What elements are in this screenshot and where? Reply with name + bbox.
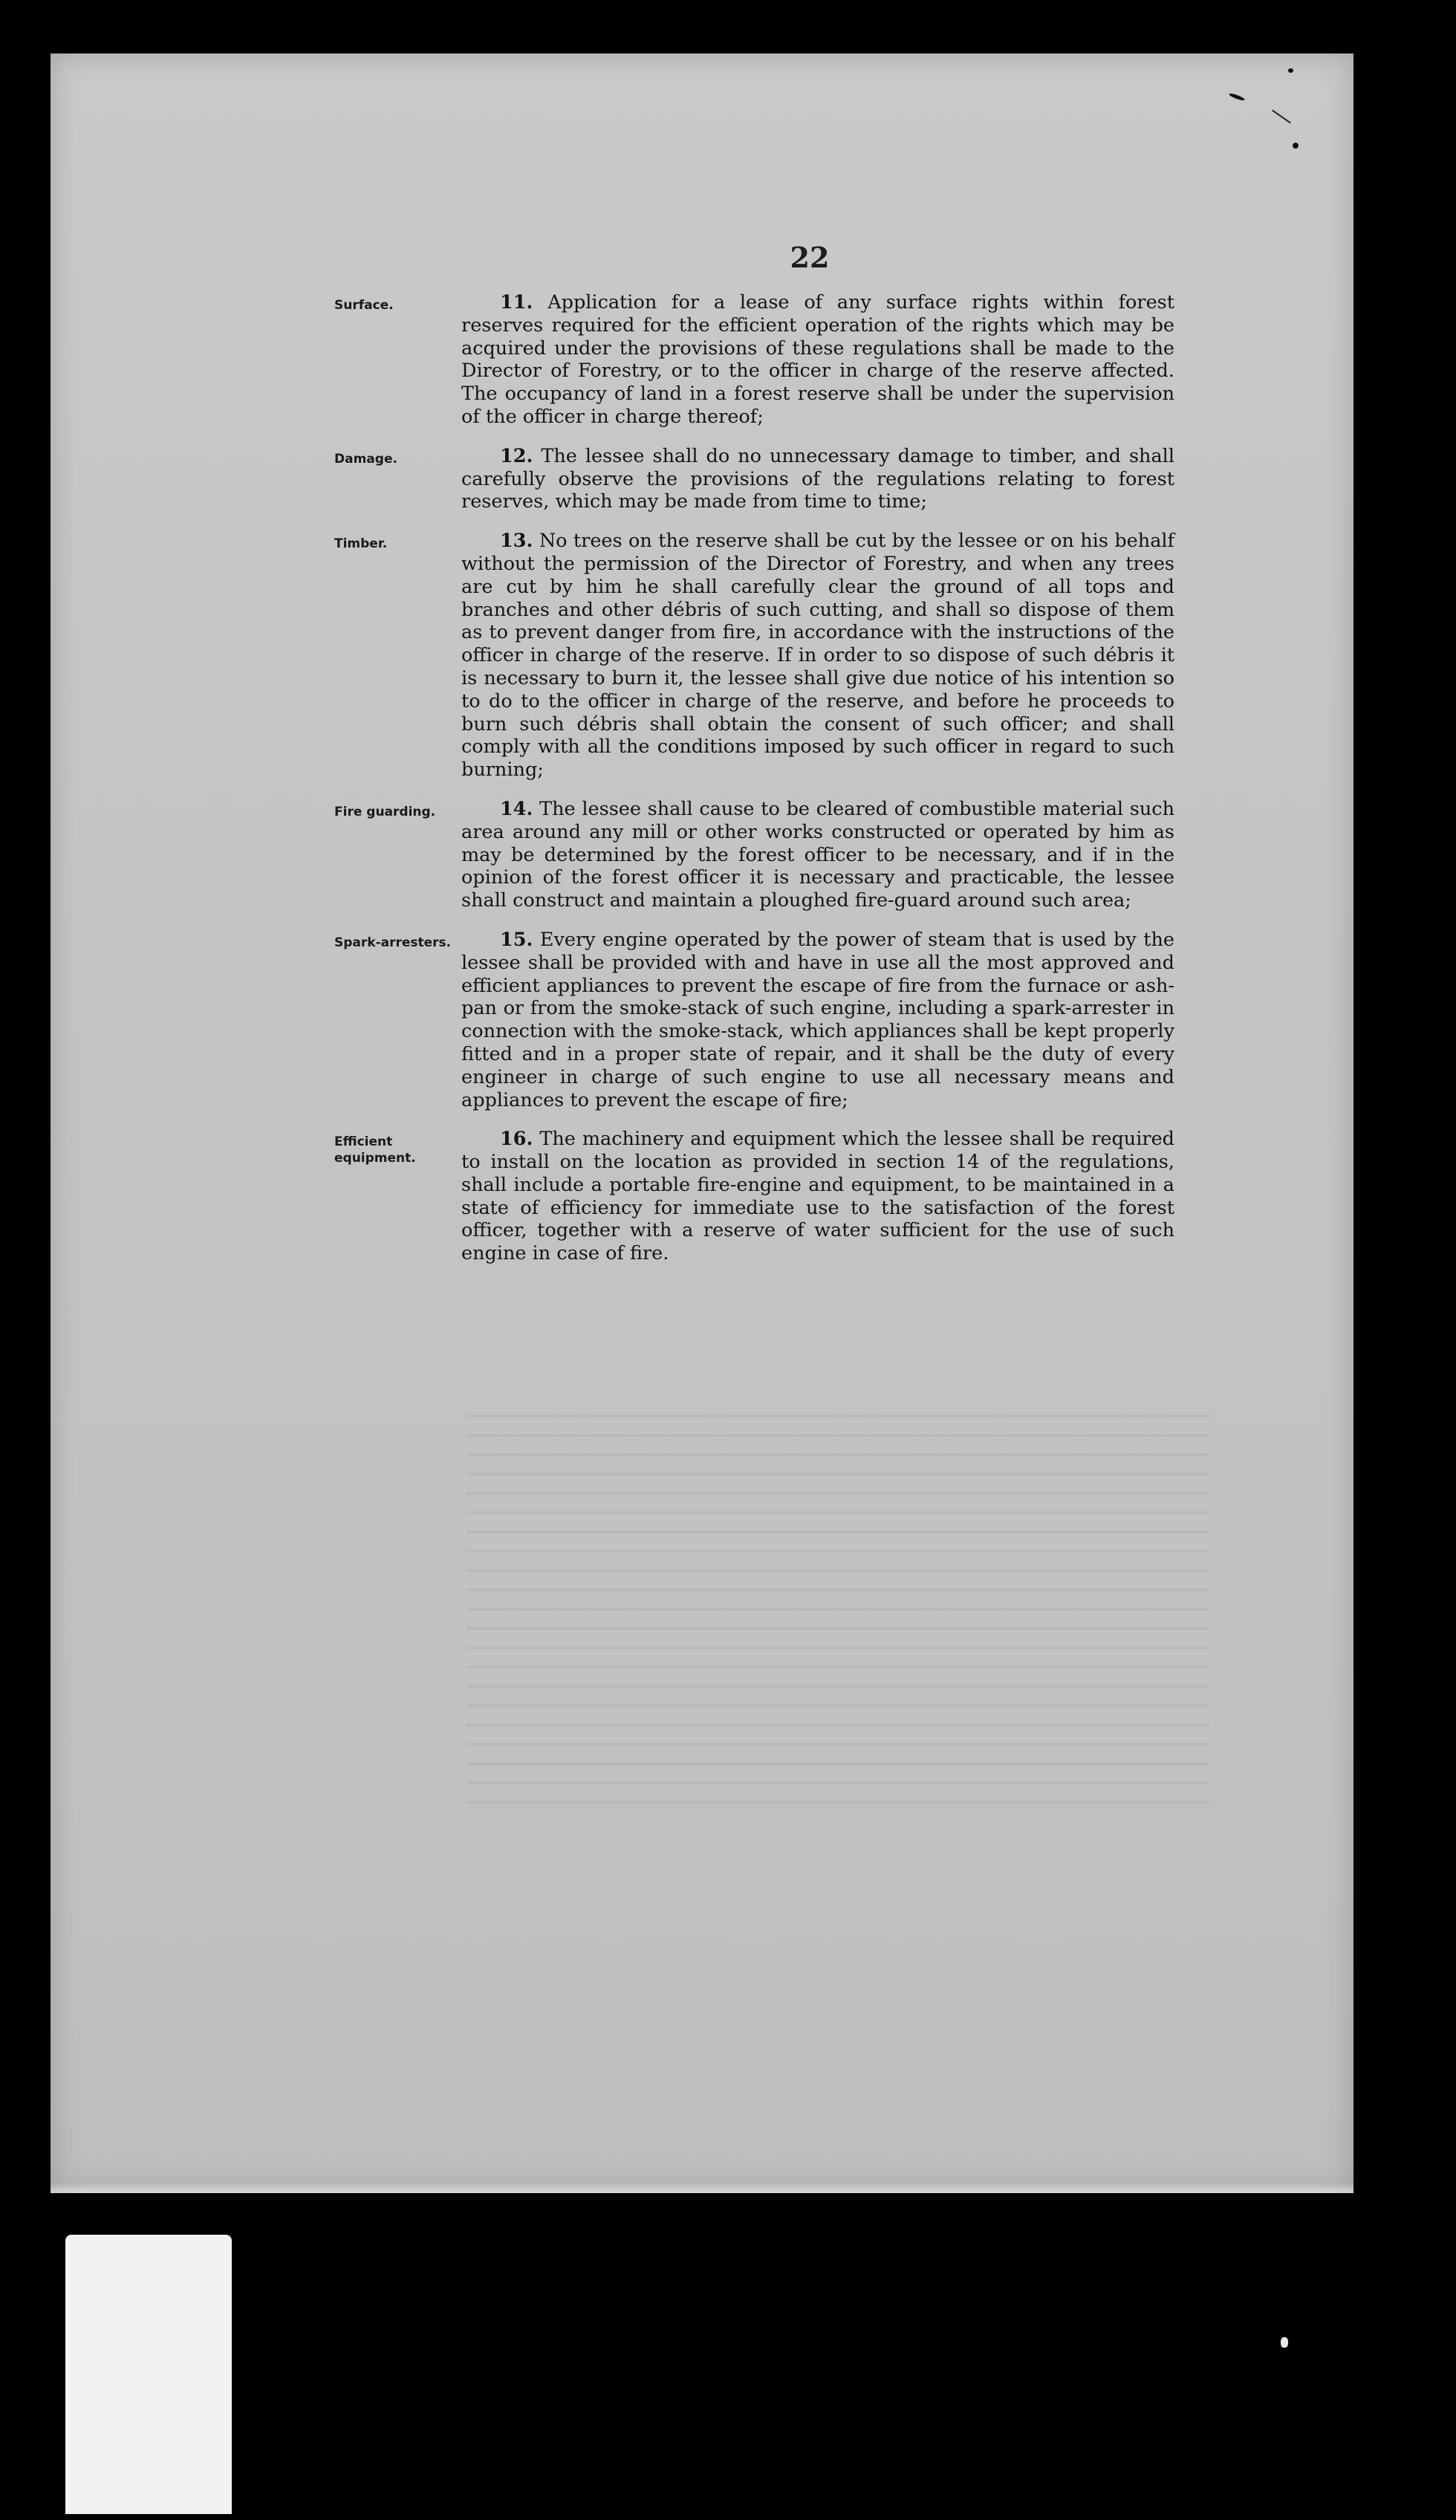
scan-speck	[1293, 143, 1299, 149]
section-14	[51, 798, 1353, 912]
section-text: The lessee shall cause to be cleared of combustible material such area around any mill or other works constructed or operated by him as may be determined by the forest officer to be necessary, and if in the opinion of the forest officer it is necessary and practicable, the lessee shall construct and maintain a ploughed fire-guard around such area;	[461, 797, 1175, 912]
margin-note-timber: Timber.	[334, 536, 388, 552]
section-16	[51, 1128, 1353, 1265]
margin-note-efficient-equipment: Efficient equipment.	[334, 1134, 416, 1166]
section-13	[51, 530, 1353, 782]
margin-note-spark-arresters: Spark-arresters.	[334, 935, 452, 950]
section-text: The lessee shall do no unnecessary damage to timber, and shall carefully observe the provisions of the regulations relating to forest reserves, which may be made from time to time;	[461, 444, 1174, 513]
section-text: Application for a lease of any surface rights within forest reserves required for the efficient operation of the rights which may be acquired under the provisions of these regulations shall be made to the Director of Forestry, or to the officer in charge of the reserve affected. The occupancy of land in a forest reserve shall be under the supervision of the officer in charge thereof;	[461, 291, 1174, 428]
section-12	[51, 445, 1353, 513]
section-text: No trees on the reserve shall be cut by the lessee or on his behalf without the permission of the Director of Forestry, and when any trees are cut by him he shall carefully clear the ground of all tops and branches and other débris of such cutting, and shall so dispose of them as to prevent danger from fire, in accordance with the instructions of the officer in charge of the reserve. If in order to so dispose of such débris it is necessary to burn it, the lessee shall give due notice of his intention so to do to the officer in charge of the reserve, and before he proceeds to burn such débris shall obtain the consent of such officer; and shall comply with all the conditions imposed by such officer in regard to such burning;	[461, 530, 1174, 782]
section-11-paragraph	[461, 291, 1174, 429]
section-14-paragraph	[461, 798, 1174, 912]
section-number: 15.	[500, 928, 533, 951]
section-15-paragraph	[461, 929, 1174, 1111]
section-16-paragraph	[461, 1128, 1174, 1265]
section-number: 11.	[500, 291, 533, 314]
section-number: 14.	[500, 797, 533, 820]
film-label	[65, 2235, 232, 2514]
regulation-sections	[51, 291, 1353, 1282]
section-number: 13.	[500, 530, 533, 553]
section-number: 12.	[500, 444, 533, 467]
section-text: The machinery and equipment which the lessee shall be required to install on the location as provided in section 14 of the regulations, shall include a portable fire-engine and equipment, to be maintained in a state of efficiency for immediate use to the satisfaction of the forest officer, together with a reserve of water sufficient for the use of such engine in case of fire.	[461, 1128, 1174, 1265]
scan-speck	[1281, 2337, 1288, 2348]
section-text: Every engine operated by the power of steam that is used by the lessee shall be provided with and have in use all the most approved and efficient appliances to prevent the escape of fire from the furnace or ash-pan or from the smoke-stack of such engine, including a spark-arrester in connection with the smoke-stack, which appliances shall be kept properly fitted and in a proper state of repair, and it shall be the duty of every engineer in charge of such engine to use all necessary means and appliances to prevent the escape of fire;	[461, 928, 1175, 1111]
margin-note-surface: Surface.	[334, 298, 394, 313]
section-12-paragraph	[461, 445, 1174, 513]
page-number: 22	[790, 241, 830, 274]
section-15	[51, 929, 1353, 1111]
scan-speck	[1288, 68, 1293, 73]
section-number: 16.	[500, 1128, 533, 1151]
document-page	[51, 53, 1353, 2193]
section-11	[51, 291, 1353, 429]
margin-note-damage: Damage.	[334, 451, 397, 467]
margin-note-fire-guarding: Fire guarding.	[334, 804, 436, 819]
section-13-paragraph	[461, 530, 1174, 782]
show-through-text	[467, 1398, 1209, 1814]
